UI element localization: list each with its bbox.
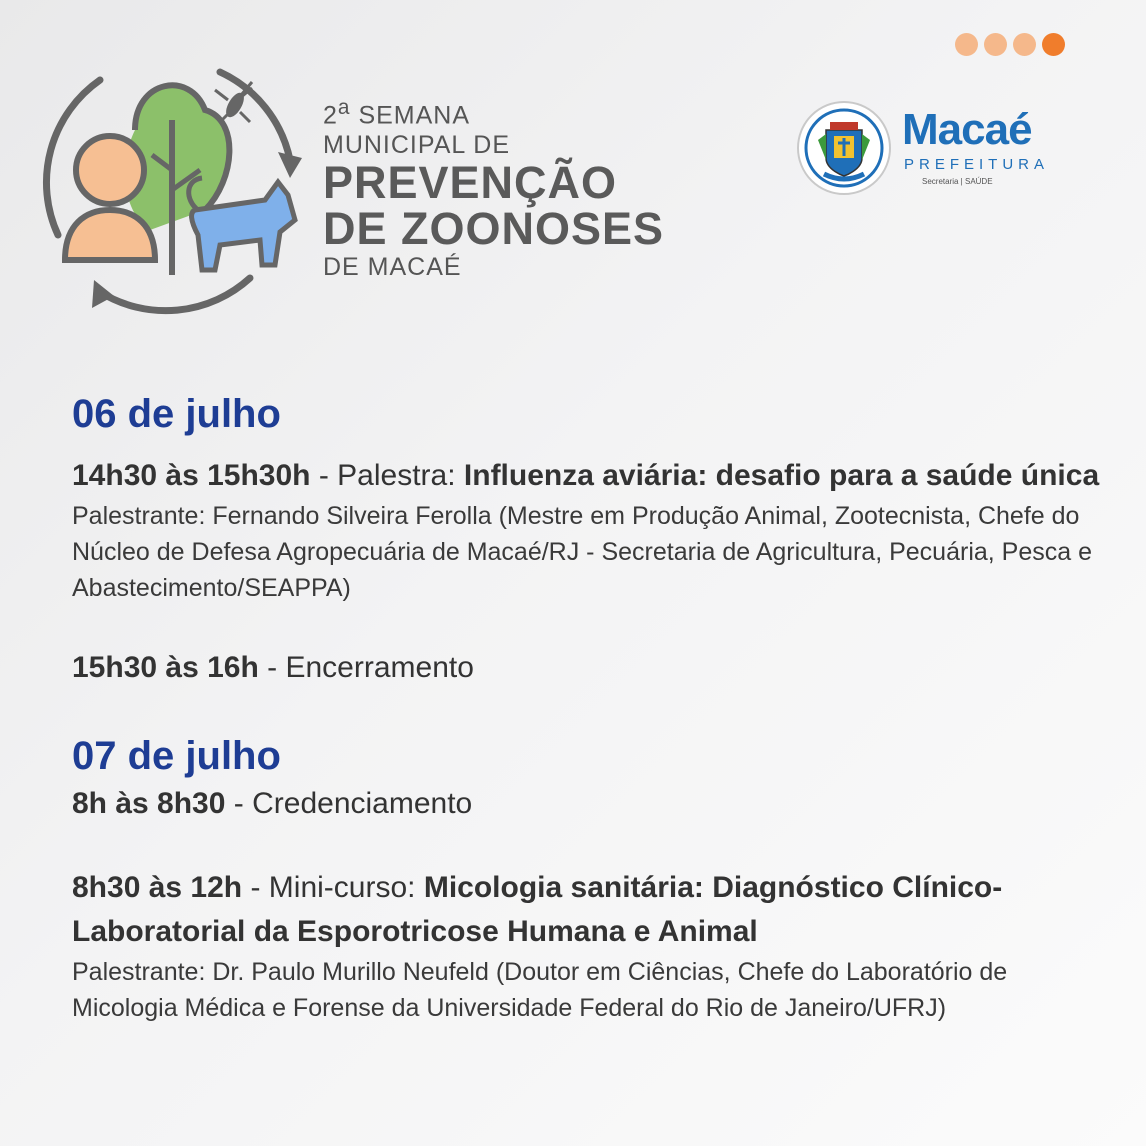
event-title-line1: 2$^a$ SEMANA: [323, 96, 471, 130]
prefeitura-name: Macaé: [902, 105, 1032, 154]
prefeitura-logo: [796, 100, 1076, 200]
item-kind: Credenciamento: [252, 787, 473, 820]
schedule-item: 14h30 às 15h30h - Palestra: Influenza aviária: desafio para a saúde única: [72, 459, 1100, 492]
item-title: Micologia sanitária: Diagnóstico Clínico-Laboratorial da Esporotricose Humana e Animal: [72, 871, 1003, 948]
decorative-dots: [955, 33, 1065, 56]
dot-2: [984, 33, 1007, 56]
event-title-line5: DE MACAÉ: [323, 253, 462, 282]
dot-1: [955, 33, 978, 56]
city-seal-icon: [796, 100, 892, 196]
schedule: [72, 388, 1102, 1026]
dot-3: [1013, 33, 1036, 56]
zoonoses-logo-icon: [40, 60, 320, 320]
event-title-line3: PREVENÇÃO: [323, 157, 618, 209]
schedule-item: 8h30 às 12h - Mini-curso: Micologia sanitária: Diagnóstico Clínico-Laboratorial da Esporotricose Humana e Animal: [72, 871, 1003, 948]
event-title-line2: MUNICIPAL DE: [323, 131, 511, 160]
schedule-item: 8h às 8h30 - Credenciamento: [72, 787, 473, 820]
day-date: 06 de julho: [72, 392, 281, 436]
item-speaker: Palestrante: Fernando Silveira Ferolla (Mestre em Produção Animal, Zootecnista, Chefe do Núcleo de Defesa Agropecuária de Macaé/RJ - Secretaria de Agricultura, Pecuária, Pesca e Abastecimento/SEAPPA): [72, 502, 1092, 602]
item-time: 8h30 às 12h: [72, 871, 243, 904]
item-speaker: Palestrante: Dr. Paulo Murillo Neufeld (Doutor em Ciências, Chefe do Laboratório de Micologia Médica e Forense da Universidade Federal do Rio de Janeiro/UFRJ): [72, 958, 1008, 1022]
item-kind: Mini-curso:: [268, 871, 424, 904]
item-kind: Palestra:: [337, 459, 464, 492]
dot-4: [1042, 33, 1065, 56]
day-date: 07 de julho: [72, 734, 281, 778]
item-time: 14h30 às 15h30h: [72, 459, 311, 492]
secretaria-label: Secretaria | SAÚDE: [922, 177, 993, 186]
item-title: Influenza aviária: desafio para a saúde única: [463, 459, 1100, 492]
item-time: 15h30 às 16h: [72, 651, 259, 684]
schedule-item: 15h30 às 16h - Encerramento: [72, 651, 474, 684]
event-title: [323, 93, 664, 282]
prefeitura-subtitle: PREFEITURA: [904, 156, 1050, 173]
item-time: 8h às 8h30: [72, 787, 226, 820]
item-kind: Encerramento: [285, 651, 474, 684]
event-title-line4: DE ZOONOSES: [323, 203, 665, 255]
